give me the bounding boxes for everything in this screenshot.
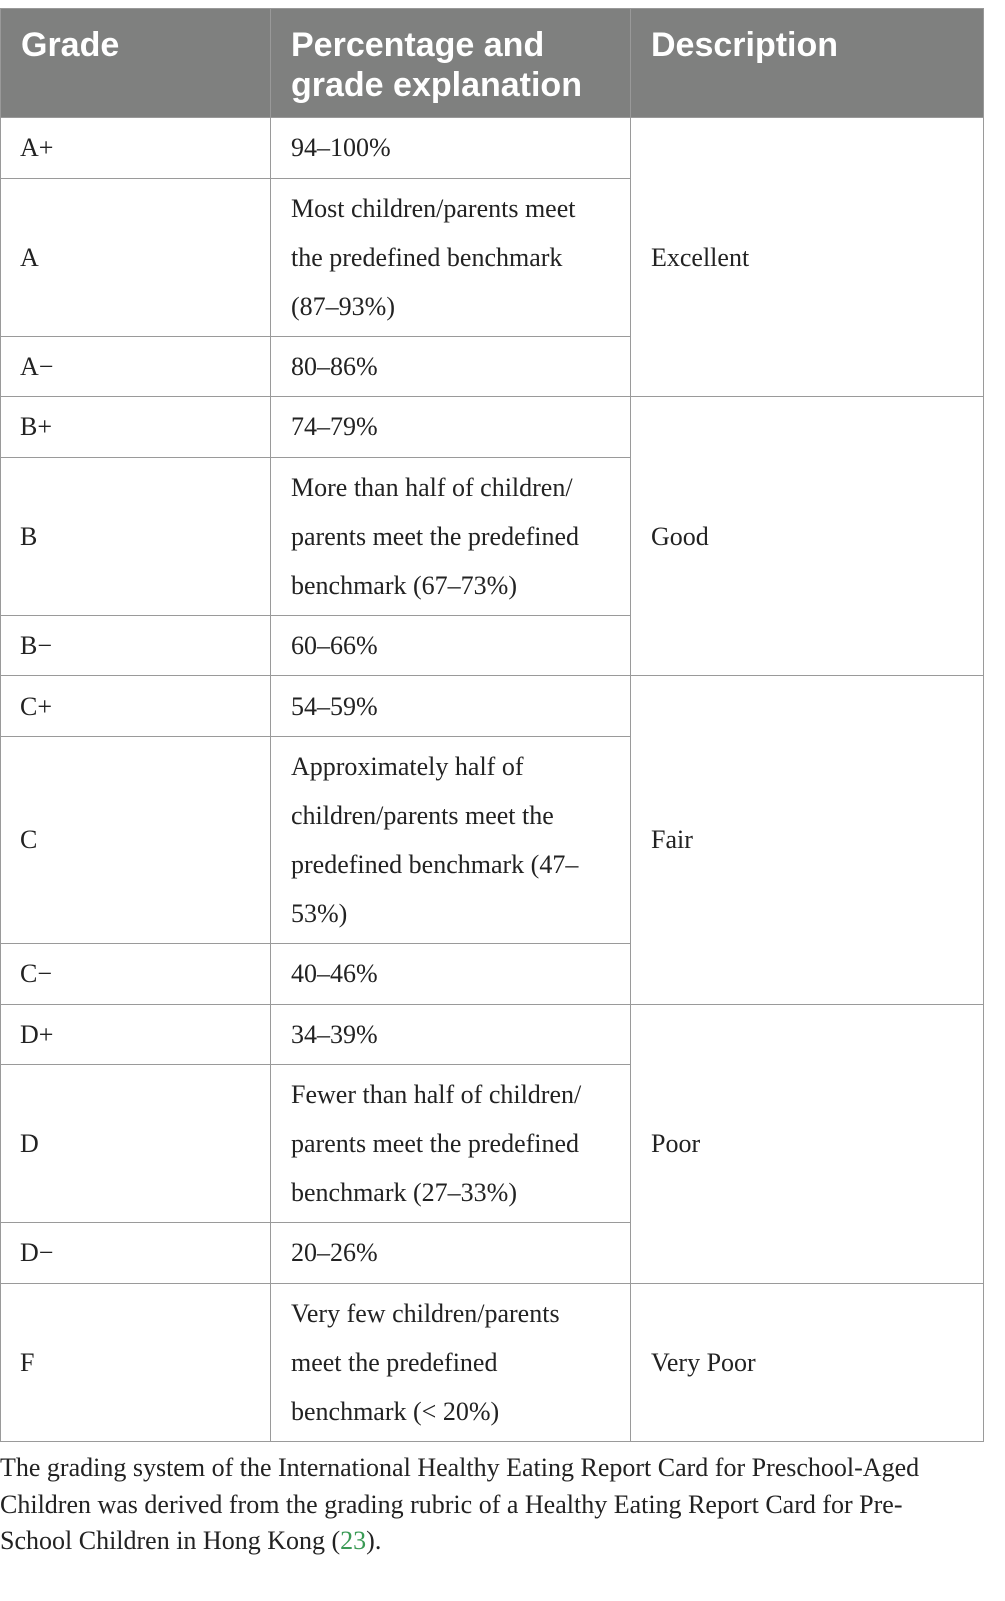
explanation-cell: 54–59%	[271, 676, 631, 737]
grade-cell: C+	[1, 676, 271, 737]
description-cell: Excellent	[631, 118, 984, 397]
grade-cell: C−	[1, 943, 271, 1004]
explanation-cell: 74–79%	[271, 397, 631, 458]
grade-cell: B+	[1, 397, 271, 458]
header-description: Description	[631, 9, 984, 118]
header-percentage-explanation: Percentage and grade explanation	[271, 9, 631, 118]
grade-cell: A−	[1, 336, 271, 397]
description-cell: Very Poor	[631, 1283, 984, 1441]
header-grade: Grade	[1, 9, 271, 118]
explanation-cell: 60–66%	[271, 615, 631, 676]
description-cell: Good	[631, 397, 984, 676]
grade-cell: C	[1, 736, 271, 943]
caption-text: The grading system of the International Healthy Eating Report Card for Preschool-Aged Children was derived from the grading rubric of a Healthy Eating Report Card for Pre-School Children in Hong Kong (	[0, 1453, 920, 1555]
explanation-cell: 94–100%	[271, 118, 631, 179]
grade-cell: B−	[1, 615, 271, 676]
explanation-cell: 34–39%	[271, 1004, 631, 1065]
description-cell: Fair	[631, 676, 984, 1004]
explanation-cell: 40–46%	[271, 943, 631, 1004]
explanation-cell: Approximately half of children/parents meet the predefined benchmark (47–53%)	[271, 736, 631, 943]
explanation-cell: Very few children/parents meet the predefined benchmark (< 20%)	[271, 1283, 631, 1441]
description-cell: Poor	[631, 1004, 984, 1283]
grade-cell: D	[1, 1065, 271, 1223]
grade-cell: A	[1, 178, 271, 336]
table-row	[1, 397, 984, 458]
table-row	[1, 1283, 984, 1441]
table-header-row	[1, 9, 984, 118]
table-row	[1, 118, 984, 179]
explanation-cell: 20–26%	[271, 1223, 631, 1284]
table-row	[1, 1004, 984, 1065]
explanation-cell: More than half of children/ parents meet the predefined benchmark (67–73%)	[271, 457, 631, 615]
reference-link[interactable]: 23	[340, 1526, 367, 1555]
table-row	[1, 676, 984, 737]
grade-cell: D−	[1, 1223, 271, 1284]
grade-cell: A+	[1, 118, 271, 179]
explanation-cell: Most children/parents meet the predefined benchmark (87–93%)	[271, 178, 631, 336]
grade-cell: F	[1, 1283, 271, 1441]
grading-table	[0, 8, 984, 1442]
explanation-cell: Fewer than half of children/ parents meet the predefined benchmark (27–33%)	[271, 1065, 631, 1223]
grade-cell: B	[1, 457, 271, 615]
grading-table-container	[0, 8, 985, 1442]
explanation-cell: 80–86%	[271, 336, 631, 397]
grade-cell: D+	[1, 1004, 271, 1065]
caption-text-end: ).	[366, 1526, 382, 1555]
table-caption	[0, 1450, 960, 1560]
